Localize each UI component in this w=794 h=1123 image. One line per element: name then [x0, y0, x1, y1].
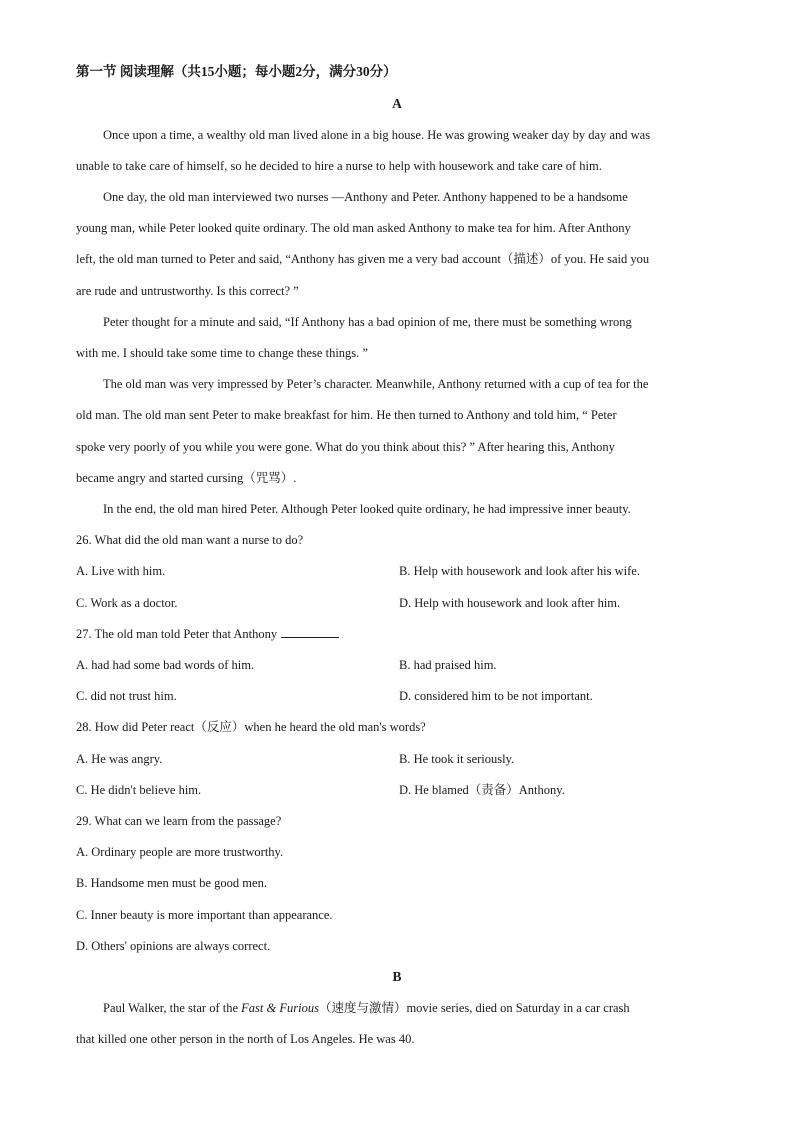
question-28-option-a: A. He was angry. [76, 752, 163, 766]
question-26-option-a: A. Live with him. [76, 564, 166, 578]
movie-title: Fast & Furious [241, 1001, 319, 1015]
passage-a-line: Peter thought for a minute and said, “If Anthony has a bad opinion of me, there must be something wrong [103, 315, 632, 329]
passage-a-line: unable to take care of himself, so he decided to hire a nurse to help with housework and take care of him. [76, 159, 602, 173]
question-29-option-d: D. Others' opinions are always correct. [76, 939, 271, 953]
passage-a-line: young man, while Peter looked quite ordinary. The old man asked Anthony to make tea for him. After Anthony [76, 221, 631, 235]
passage-a-line: The old man was very impressed by Peter’s character. Meanwhile, Anthony returned with a cup of tea for the [103, 377, 649, 391]
question-29-option-b: B. Handsome men must be good men. [76, 876, 267, 890]
passage-a-line: Once upon a time, a wealthy old man lived alone in a big house. He was growing weaker day by day and was [103, 128, 651, 142]
section-heading: 第一节 阅读理解（共15小题；每小题2分，满分30分） [76, 64, 397, 79]
passage-b-line [103, 1000, 718, 1016]
passage-a-label: A [392, 96, 402, 111]
answer-blank [281, 626, 339, 638]
question-29-option-c: C. Inner beauty is more important than appearance. [76, 908, 333, 922]
question-27-option-b: B. had praised him. [399, 658, 497, 672]
question-27-option-c: C. did not trust him. [76, 689, 177, 703]
question-27-option-d: D. considered him to be not important. [399, 689, 593, 703]
passage-a-line: left, the old man turned to Peter and said, “Anthony has given me a very bad account（描述）of you. He said you [76, 252, 650, 266]
passage-a-line: with me. I should take some time to change these things. ” [76, 346, 368, 360]
question-29-option-a: A. Ordinary people are more trustworthy. [76, 845, 284, 859]
passage-b-line: that killed one other person in the north of Los Angeles. He was 40. [76, 1032, 415, 1046]
question-26-option-d: D. Help with housework and look after him. [399, 596, 621, 610]
question-26-option-b: B. Help with housework and look after his wife. [399, 564, 640, 578]
question-28-stem: 28. How did Peter react（反应）when he heard the old man's words? [76, 720, 426, 734]
passage-a-line: old man. The old man sent Peter to make breakfast for him. He then turned to Anthony and told him, “ Peter [76, 408, 617, 422]
question-28-option-c: C. He didn't believe him. [76, 783, 202, 797]
question-28-option-b: B. He took it seriously. [399, 752, 515, 766]
passage-b-label: B [392, 969, 402, 984]
passage-b-line1-pre: Paul Walker, the star of the [103, 1001, 242, 1015]
passage-a-line: One day, the old man interviewed two nurses —Anthony and Peter. Anthony happened to be a handsome [103, 190, 628, 204]
question-27-stem: 27. The old man told Peter that Anthony [76, 627, 278, 641]
question-26-stem: 26. What did the old man want a nurse to do? [76, 533, 304, 547]
passage-a-line: spoke very poorly of you while you were gone. What do you think about this? ” After hearing this, Anthony [76, 440, 615, 454]
passage-b-line1-post: （速度与激情）movie series, died on Saturday in a car crash [318, 1001, 630, 1015]
passage-a-line: In the end, the old man hired Peter. Although Peter looked quite ordinary, he had impressive inner beauty. [103, 502, 631, 516]
passage-a-line: became angry and started cursing（咒骂）. [76, 471, 297, 485]
question-27-option-a: A. had had some bad words of him. [76, 658, 255, 672]
question-27 [76, 626, 718, 642]
question-26-option-c: C. Work as a doctor. [76, 596, 178, 610]
question-29-stem: 29. What can we learn from the passage? [76, 814, 282, 828]
question-28-option-d: D. He blamed（责备）Anthony. [399, 783, 565, 797]
passage-a-line: are rude and untrustworthy. Is this correct? ” [76, 284, 299, 298]
